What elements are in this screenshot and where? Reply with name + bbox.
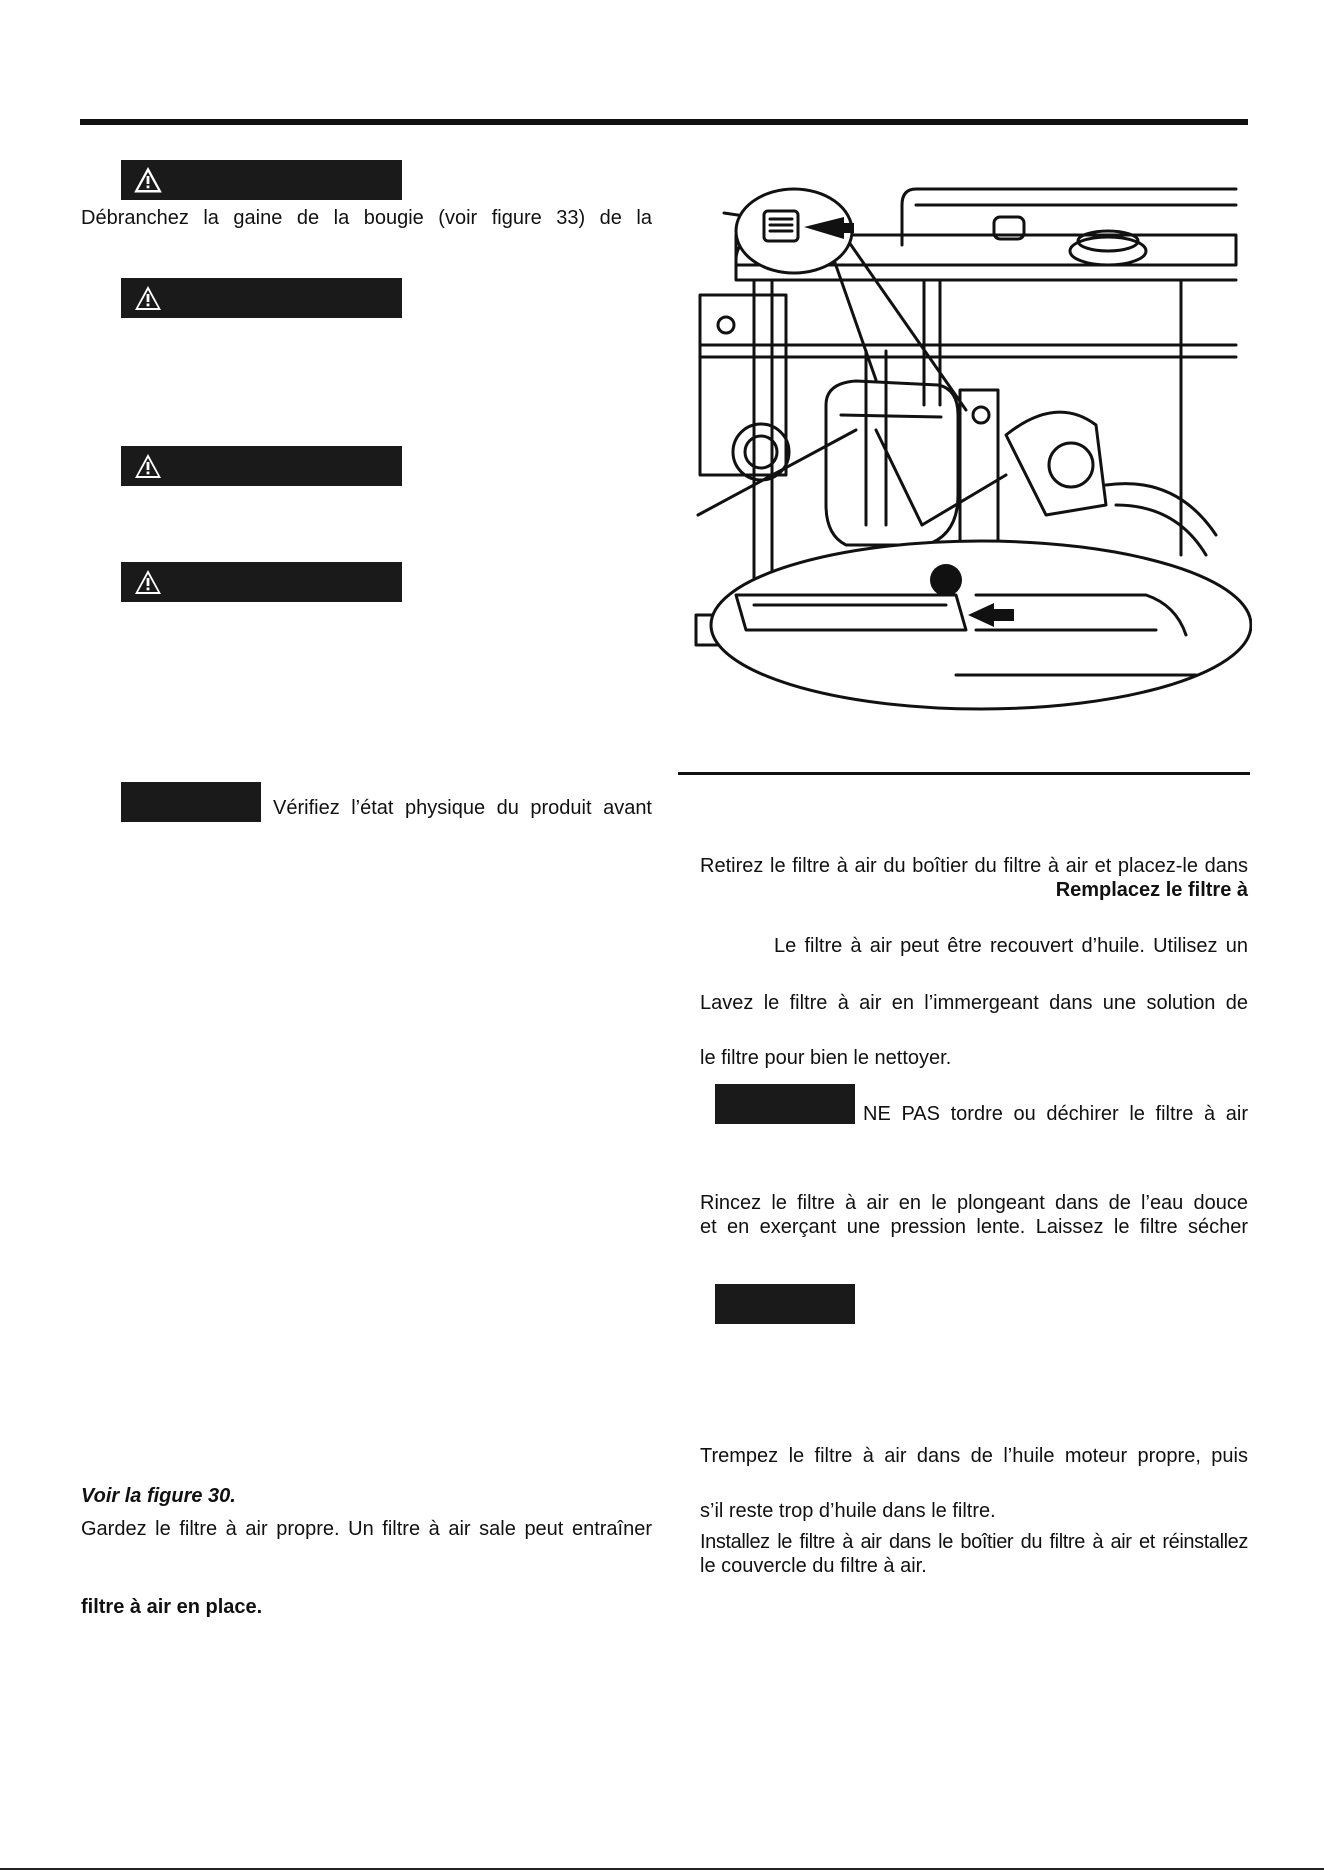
instruction-line: Retirez le filtre à air du boîtier du filtre à air et placez-le dans bbox=[700, 855, 1248, 877]
bold-text: filtre à air en place. bbox=[81, 1596, 263, 1618]
instruction-line: s’il reste trop d’huile dans le filtre. bbox=[700, 1500, 996, 1522]
warning1-text: Débranchez la gaine de la bougie (voir figure 33) de la bbox=[81, 207, 652, 229]
instruction-line: NE PAS tordre ou déchirer le filtre à air bbox=[863, 1103, 1248, 1125]
generator-figure bbox=[676, 175, 1252, 715]
notice-banner bbox=[121, 782, 261, 822]
header-rule bbox=[80, 119, 1248, 125]
instruction-line: et en exerçant une pression lente. Laissez le filtre sécher bbox=[700, 1216, 1248, 1238]
section-rule bbox=[678, 772, 1250, 775]
warning-triangle-icon bbox=[133, 166, 163, 194]
warning-banner bbox=[121, 278, 402, 318]
warning-triangle-icon bbox=[133, 568, 163, 596]
instruction-line: le couvercle du filtre à air. bbox=[700, 1555, 927, 1577]
footer-rule bbox=[0, 1868, 1324, 1870]
warning-banner bbox=[121, 446, 402, 486]
instruction-bold: Remplacez le filtre à bbox=[1055, 879, 1248, 901]
instruction-line: le filtre pour bien le nettoyer. bbox=[700, 1047, 952, 1069]
warning-banner bbox=[121, 160, 402, 200]
notice-text: Vérifiez l’état physique du produit avant bbox=[273, 797, 652, 819]
instruction-line: Rincez le filtre à air en le plongeant dans de l’eau douce bbox=[700, 1192, 1248, 1214]
warning-banner bbox=[121, 562, 402, 602]
instruction-line: Lavez le filtre à air en l’immergeant dans une solution de bbox=[700, 992, 1248, 1014]
keep-clean-text: Gardez le filtre à air propre. Un filtre à air sale peut entraîner bbox=[81, 1518, 652, 1540]
notice-banner bbox=[715, 1084, 855, 1124]
see-figure-label: Voir la figure 30. bbox=[81, 1485, 236, 1507]
notice-banner bbox=[715, 1284, 855, 1324]
instruction-line: Le filtre à air peut être recouvert d’huile. Utilisez un bbox=[774, 935, 1248, 957]
warning-triangle-icon bbox=[133, 452, 163, 480]
instruction-line: Trempez le filtre à air dans de l’huile moteur propre, puis bbox=[700, 1445, 1248, 1467]
warning-triangle-icon bbox=[133, 284, 163, 312]
instruction-line: Installez le filtre à air dans le boîtier du filtre à air et réinstallez bbox=[700, 1531, 1248, 1553]
